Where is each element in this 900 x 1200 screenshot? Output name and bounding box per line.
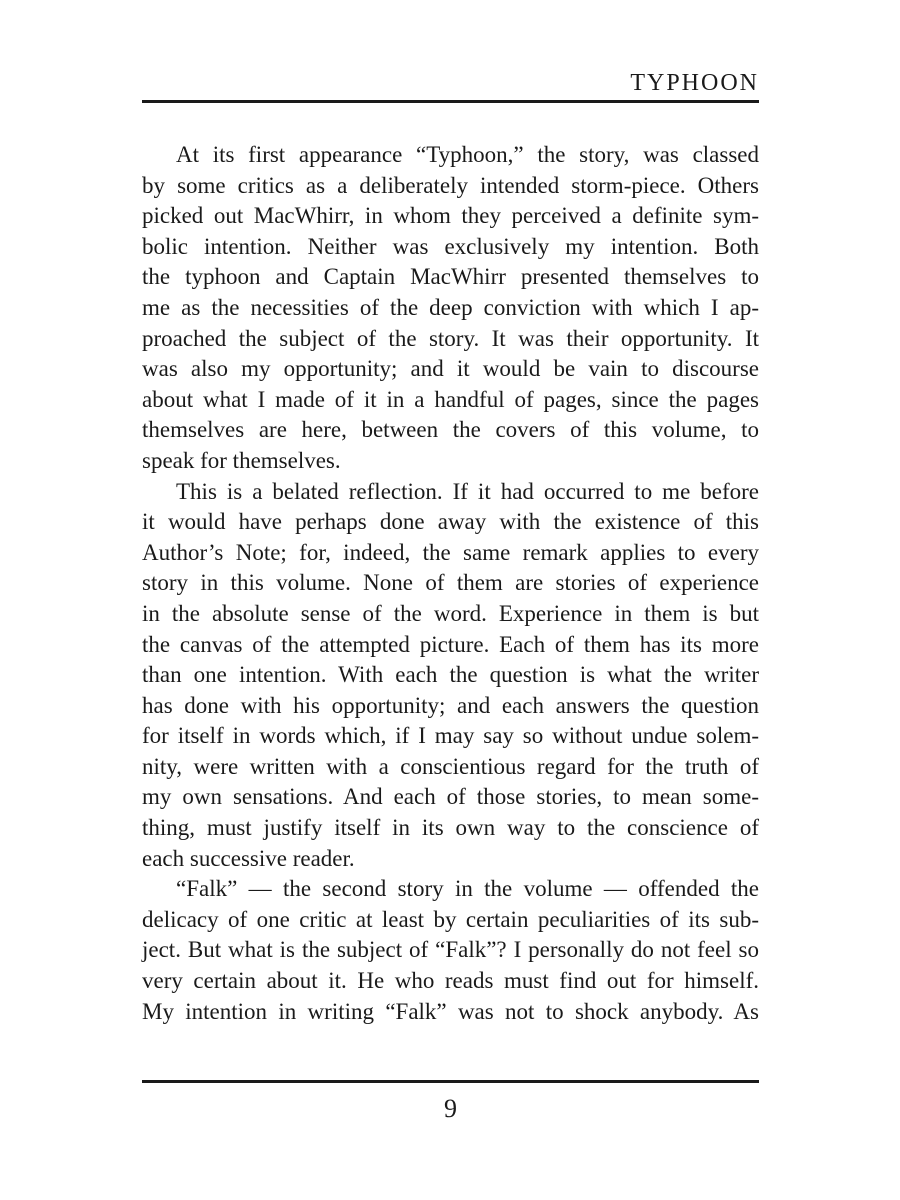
text-line: each successive reader. xyxy=(142,845,355,871)
footer-rule xyxy=(142,1080,759,1083)
text-line: me as the necessities of the deep conviction with which I ap- xyxy=(142,294,759,320)
header-rule xyxy=(142,100,759,103)
text-line: This is a belated reflection. If it had occurred to me before xyxy=(176,478,759,504)
text-line: thing, must justify itself in its own way to the conscience of xyxy=(142,815,759,841)
text-line: by some critics as a deliberately intended storm-piece. Others xyxy=(142,172,759,198)
text-line: story in this volume. None of them are stories of experience xyxy=(142,570,759,596)
text-line: for itself in words which, if I may say so without undue solem- xyxy=(142,723,759,749)
text-line: than one intention. With each the question is what the writer xyxy=(142,662,759,688)
text-line: picked out MacWhirr, in whom they perceived a definite sym- xyxy=(142,203,759,229)
text-line: speak for themselves. xyxy=(142,447,341,473)
body-text xyxy=(142,140,759,1027)
text-line: proached the subject of the story. It was their opportunity. It xyxy=(142,325,759,351)
running-head: TYPHOON xyxy=(630,70,759,96)
text-line: Author’s Note; for, indeed, the same remark applies to every xyxy=(142,539,759,565)
text-line: it would have perhaps done away with the existence of this xyxy=(142,509,759,535)
text-line: themselves are here, between the covers of this volume, to xyxy=(142,417,759,443)
text-line: bolic intention. Neither was exclusively my intention. Both xyxy=(142,233,759,259)
text-line: At its first appearance “Typhoon,” the story, was classed xyxy=(176,142,759,167)
page-number: 9 xyxy=(444,1094,457,1123)
text-line: My intention in writing “Falk” was not to shock anybody. As xyxy=(142,998,759,1024)
text-line: my own sensations. And each of those stories, to mean some- xyxy=(142,784,759,810)
paragraph-2 xyxy=(142,477,759,875)
text-line: delicacy of one critic at least by certain peculiarities of its sub- xyxy=(142,906,759,932)
text-line: ject. But what is the subject of “Falk”? I personally do not feel so xyxy=(142,937,759,963)
paragraph-3 xyxy=(142,874,759,1027)
text-line: about what I made of it in a handful of pages, since the pages xyxy=(142,386,759,412)
text-line: “Falk” — the second story in the volume — offended the xyxy=(176,876,759,902)
text-line: nity, were written with a conscientious regard for the truth of xyxy=(142,753,759,779)
text-line: very certain about it. He who reads must find out for himself. xyxy=(142,968,759,994)
text-line: was also my opportunity; and it would be vain to discourse xyxy=(142,356,759,382)
paragraph-1 xyxy=(142,140,759,477)
text-line: in the absolute sense of the word. Experience in them is but xyxy=(142,600,759,626)
text-line: the canvas of the attempted picture. Each of them has its more xyxy=(142,631,759,657)
text-line: has done with his opportunity; and each answers the question xyxy=(142,692,759,718)
text-line: the typhoon and Captain MacWhirr presented themselves to xyxy=(142,264,759,290)
